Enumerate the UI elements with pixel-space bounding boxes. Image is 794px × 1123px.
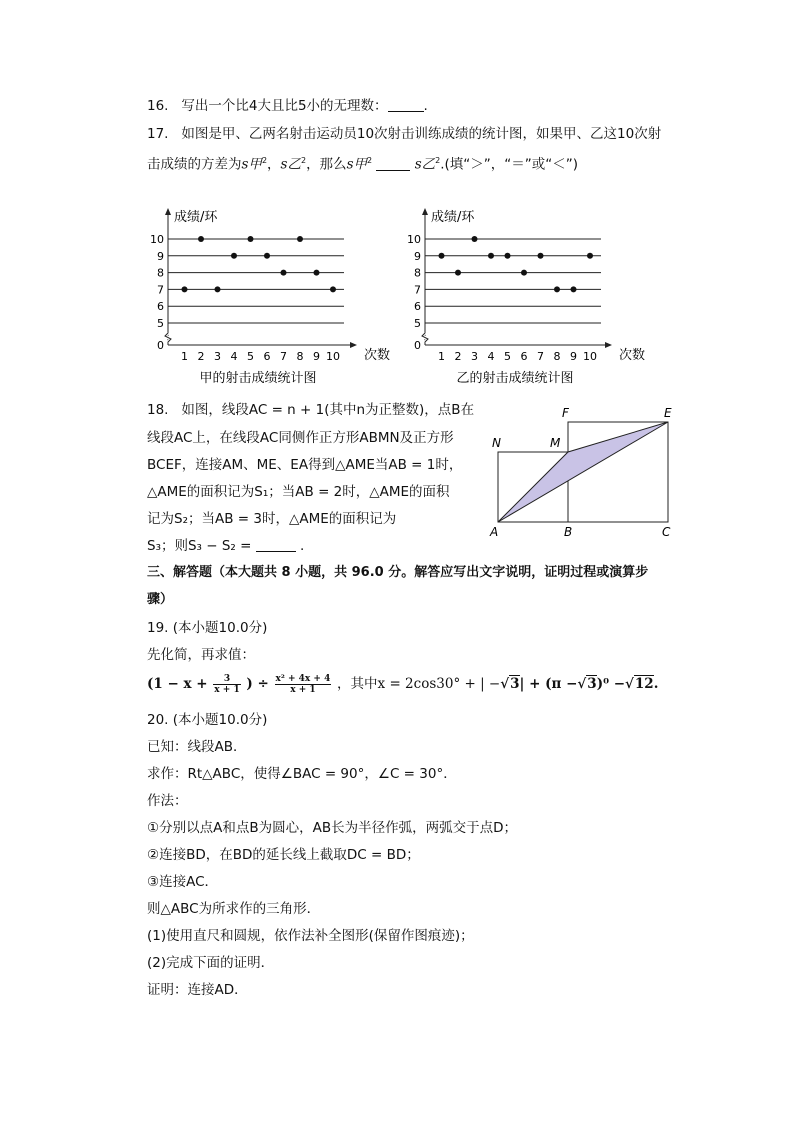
triangle-ame [498,422,668,522]
y-axis-arrow [165,208,171,215]
data-point [297,236,303,242]
chart-title: 乙的射击成绩统计图 [456,371,574,386]
data-point [231,253,237,259]
data-point [198,236,204,242]
question-20-line: 作法： [147,793,188,809]
x-tick-label: 3 [471,350,478,363]
data-point [215,286,221,292]
variance-yi: s乙 [280,156,301,173]
section-heading-cont: 骤） [147,592,174,607]
variance-jia: s甲 [241,156,262,173]
x-tick-label: 5 [247,350,254,363]
question-17-line1 [147,124,661,144]
data-point [505,253,511,259]
x-tick-label: 6 [520,350,528,363]
chart-title: 甲的射击成绩统计图 [199,371,317,386]
y-tick-label: 9 [414,249,421,263]
x-tick-label: 1 [438,350,445,363]
data-point [248,236,254,242]
question-number: 17. [147,126,169,142]
x-axis-arrow [350,342,357,348]
y-tick-label: 6 [157,300,164,314]
y-tick-label: 0 [157,339,164,352]
question-20-line: ①分别以点A和点B为圆心，AB长为半径作弧，两弧交于点D； [147,820,517,836]
x-tick-label: 6 [263,350,271,363]
x-tick-label: 7 [537,350,544,363]
question-19-expression: (1 − x + $\frac{3}{x + 1}$ ) ÷ $\frac{\text{x² + 4x + 4}}{x + 1}$ ，其中x = 2cos30° + | −√3| + (π −√3)⁰ −√12. [147,674,659,695]
fraction-1: $\frac{3}{x + 1}$ [214,674,240,695]
question-19-header: 19. (本小题10.0分) [147,620,268,636]
data-point [538,253,544,259]
y-tick-label: 8 [414,266,421,280]
y-tick-label: 7 [157,283,164,297]
question-20-line: 求作：Rt△ABC，使得∠BAC = 90°，∠C = 30°． [147,766,457,782]
chart-yi [405,205,655,390]
y-tick-label: 9 [157,249,164,263]
y-tick-label: 10 [150,233,164,246]
data-point [521,270,527,276]
label-n: N [492,436,501,450]
label-f: F [562,406,569,420]
question-18-line2: 线段AC上，在线段AC同侧作正方形ABMN及正方形 [147,430,454,446]
question-18-line1: 18. 如图，线段AC = n + 1(其中n为正整数)，点B在 [147,402,475,418]
question-20-header: 20. (本小题10.0分) [147,712,268,728]
question-text: 如图是甲、乙两名射击运动员10次射击训练成绩的统计图，如果甲、乙这10次射 [181,126,662,142]
data-point [488,253,494,259]
data-point [554,286,560,292]
question-20-line: (2)完成下面的证明． [147,955,275,971]
question-19-instruction: 先化简，再求值： [147,647,255,663]
question-20-line: (1)使用直尺和圆规，依作法补全图形(保留作图痕迹)； [147,928,474,944]
x-tick-label: 9 [313,350,320,363]
x-axis-label: 次数 [364,348,391,363]
question-17-line2: 击成绩的方差为s甲$^2$，s乙$^2$，那么s甲$^2$ s乙$^2$.(填“＞”，“＝”或“＜”) [147,156,579,173]
x-tick-label: 8 [553,350,561,363]
question-text: 写出一个比4大且比5小的无理数： [181,98,388,114]
x-axis-label: 次数 [619,348,646,363]
question-20-line: 则△ABC为所求作的三角形． [147,901,321,917]
y-tick-label: 6 [414,300,421,314]
x-tick-label: 2 [197,350,205,363]
question-18-line3: BCEF，连接AM、ME、EA得到△AME当AB = 1时， [147,457,463,473]
x-tick-label: 10 [326,350,340,363]
data-point [472,236,478,242]
data-point [455,270,461,276]
question-number: 16. [147,98,169,114]
y-tick-label: 5 [414,317,421,330]
section-heading: 三、解答题（本大题共 8 小题，共 96.0 分。解答应写出文字说明，证明过程或演算步 [147,565,649,580]
label-c: C [662,525,671,539]
question-20-line: 证明：连接AD． [147,982,248,998]
label-a: A [490,525,499,539]
data-point [264,253,270,259]
x-tick-label: 7 [280,350,287,363]
data-point [571,286,577,292]
question-20-line: 已知：线段AB． [147,739,247,755]
question-number: 18. [147,402,169,418]
y-tick-label: 8 [157,266,164,280]
fraction-2: $\frac{\text{x² + 4x + 4}}{x + 1}$ [275,674,331,695]
data-point [314,270,320,276]
question-18-line5: 记为S₂；当AB = 3时，△AME的面积记为 [147,511,397,527]
y-tick-label: 10 [407,233,421,246]
y-tick-label: 0 [414,339,421,352]
answer-blank[interactable] [376,156,410,171]
data-point [330,286,336,292]
x-tick-label: 4 [487,350,495,363]
y-tick-label: 5 [157,317,164,330]
x-axis-arrow [605,342,612,348]
x-tick-label: 3 [214,350,221,363]
squares-figure [484,402,684,542]
question-20-line: ②连接BD，在BD的延长线上截取DC = BD； [147,847,420,863]
y-axis-label: 成绩/环 [431,210,475,225]
question-16: 16. 写出一个比4大且比5小的无理数： . [147,98,428,114]
question-18-line4: △AME的面积记为S₁；当AB = 2时，△AME的面积 [147,484,450,500]
label-e: E [664,406,672,420]
question-18-line6: S₃；则S₃ − S₂ = . [147,538,305,554]
x-tick-label: 9 [570,350,577,363]
data-point [587,253,593,259]
x-tick-label: 1 [181,350,188,363]
answer-blank[interactable] [256,537,296,552]
question-20-line: ③连接AC． [147,874,219,890]
data-point [182,286,188,292]
chart-jia [148,205,391,390]
x-tick-label: 10 [583,350,597,363]
label-b: B [564,525,573,539]
data-point [439,253,445,259]
answer-blank[interactable] [388,97,424,112]
label-m: M [550,436,561,450]
data-point [281,270,287,276]
x-tick-label: 8 [296,350,304,363]
x-tick-label: 4 [230,350,238,363]
x-tick-label: 5 [504,350,511,363]
y-axis-arrow [422,208,428,215]
y-tick-label: 7 [414,283,421,297]
y-axis-label: 成绩/环 [174,210,218,225]
x-tick-label: 2 [454,350,462,363]
